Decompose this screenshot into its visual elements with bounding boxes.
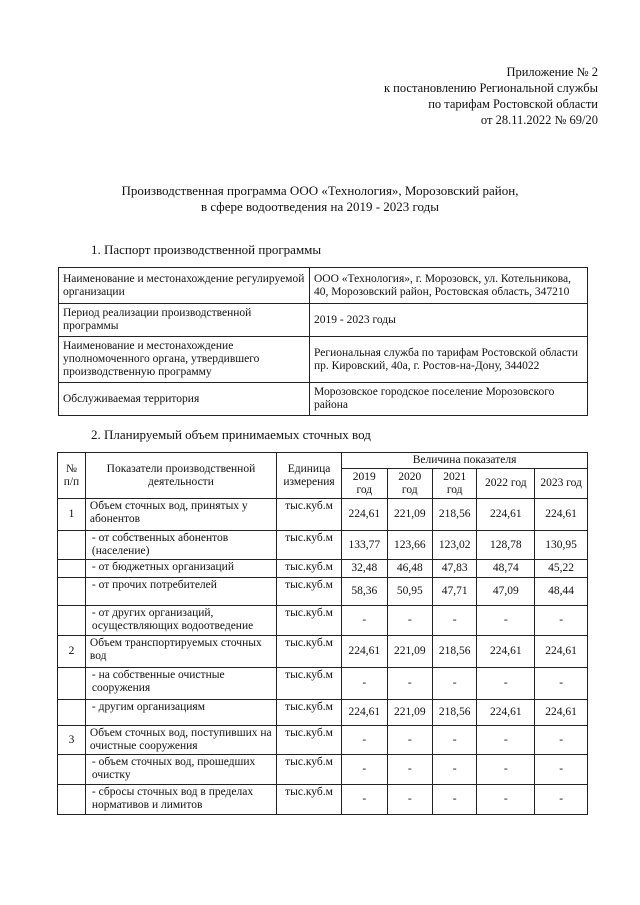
row-indicator-name: Объем сточных вод, поступивших на очистные сооружения — [85, 726, 276, 755]
passport-row — [59, 304, 588, 337]
row-value: 224,61 — [535, 499, 588, 531]
passport-row — [59, 383, 588, 416]
row-unit: тыс.куб.м — [277, 578, 342, 606]
row-value: 224,61 — [477, 700, 535, 726]
row-value: - — [535, 606, 588, 636]
document-title — [0, 183, 640, 215]
row-value: 32,48 — [342, 560, 387, 578]
row-value: 46,48 — [387, 560, 432, 578]
row-indicator-name: - другим организациям — [85, 700, 276, 726]
passport-label: Обслуживаемая территория — [59, 383, 310, 416]
year-header: 2022 год — [477, 469, 535, 499]
table-row — [58, 700, 588, 726]
appendix-header — [384, 64, 598, 128]
row-value: 221,09 — [387, 499, 432, 531]
row-unit: тыс.куб.м — [277, 668, 342, 700]
col-name-header: Показатели производственной деятельности — [85, 453, 276, 499]
row-unit: тыс.куб.м — [277, 636, 342, 668]
table-row — [58, 668, 588, 700]
passport-row — [59, 337, 588, 383]
row-value: - — [477, 755, 535, 785]
row-indicator-name: - объем сточных вод, прошедших очистку — [85, 755, 276, 785]
row-value: 224,61 — [477, 636, 535, 668]
row-value: - — [342, 668, 387, 700]
row-value: 47,09 — [477, 578, 535, 606]
row-value: 224,61 — [342, 499, 387, 531]
row-value: 218,56 — [432, 636, 476, 668]
table-row — [58, 636, 588, 668]
passport-address: пр. Кировский, 40а, г. Ростов-на-Дону, 344022 — [314, 359, 540, 372]
row-value: - — [477, 668, 535, 700]
row-value: - — [387, 755, 432, 785]
row-value: - — [342, 606, 387, 636]
row-value: 128,78 — [477, 531, 535, 560]
row-value: - — [432, 606, 476, 636]
row-value: - — [342, 785, 387, 815]
passport-value-cell — [310, 337, 588, 383]
row-value: 218,56 — [432, 499, 476, 531]
row-value: 58,36 — [342, 578, 387, 606]
row-value: - — [535, 785, 588, 815]
row-indicator-name: - от других организаций, осуществляющих водоотведение — [85, 606, 276, 636]
row-value: - — [432, 668, 476, 700]
appendix-number: Приложение № 2 — [506, 65, 598, 79]
table-row — [58, 560, 588, 578]
passport-label: Наименование и местонахождение уполномоченного органа, утвердившего производственную программу — [59, 337, 310, 383]
row-value: - — [387, 668, 432, 700]
row-value: - — [387, 606, 432, 636]
table-row — [58, 606, 588, 636]
row-value: - — [342, 726, 387, 755]
row-value: 123,02 — [432, 531, 476, 560]
passport-row — [59, 268, 588, 304]
passport-label: Наименование и местонахождение регулируемой организации — [59, 268, 310, 304]
row-value: 47,71 — [432, 578, 476, 606]
row-indicator-name: - от бюджетных организаций — [85, 560, 276, 578]
row-indicator-name: Объем сточных вод, принятых у абонентов — [85, 499, 276, 531]
row-number: 2 — [58, 636, 86, 668]
row-number: 3 — [58, 726, 86, 755]
row-value: 218,56 — [432, 700, 476, 726]
section-passport-title: 1. Паспорт производственной программы — [91, 242, 322, 257]
row-unit: тыс.куб.м — [277, 700, 342, 726]
table-row — [58, 531, 588, 560]
row-value: - — [535, 668, 588, 700]
table-row — [58, 499, 588, 531]
passport-value: Региональная служба по тарифам Ростовской области — [314, 346, 579, 359]
row-unit: тыс.куб.м — [277, 606, 342, 636]
year-header: 2019 год — [342, 469, 387, 499]
col-num-header: № п/п — [58, 453, 86, 499]
passport-label: Период реализации производственной программы — [59, 304, 310, 337]
row-unit: тыс.куб.м — [277, 499, 342, 531]
row-value: 224,61 — [535, 700, 588, 726]
row-indicator-name: Объем транспортируемых сточных вод — [85, 636, 276, 668]
row-indicator-name: - сбросы сточных вод в пределах нормативов и лимитов — [85, 785, 276, 815]
row-value: 221,09 — [387, 700, 432, 726]
row-number — [58, 755, 86, 785]
row-value: - — [477, 726, 535, 755]
year-header: 2020 год — [387, 469, 432, 499]
section-volume-title: 2. Планируемый объем принимаемых сточных вод — [91, 427, 371, 442]
row-number — [58, 785, 86, 815]
row-value: 221,09 — [387, 636, 432, 668]
row-value: 224,61 — [342, 700, 387, 726]
row-value: 50,95 — [387, 578, 432, 606]
row-unit: тыс.куб.м — [277, 755, 342, 785]
row-value: 224,61 — [477, 499, 535, 531]
table-row — [58, 726, 588, 755]
row-value: 47,83 — [432, 560, 476, 578]
row-number — [58, 606, 86, 636]
row-value: 48,74 — [477, 560, 535, 578]
row-value: - — [432, 785, 476, 815]
passport-value: ООО «Технология», г. Морозовск, ул. Котельникова, 40, Морозовский район, Ростовская область, 347210 — [310, 268, 588, 304]
row-value: - — [342, 755, 387, 785]
table-row — [58, 785, 588, 815]
row-value: 224,61 — [535, 636, 588, 668]
volume-table — [57, 452, 588, 815]
year-header: 2023 год — [535, 469, 588, 499]
row-number — [58, 531, 86, 560]
row-value: - — [432, 726, 476, 755]
row-indicator-name: - на собственные очистные сооружения — [85, 668, 276, 700]
row-number — [58, 578, 86, 606]
appendix-date-line: от 28.11.2022 № 69/20 — [480, 113, 598, 127]
row-value: - — [477, 606, 535, 636]
row-indicator-name: - от прочих потребителей — [85, 578, 276, 606]
row-value: - — [535, 726, 588, 755]
row-indicator-name: - от собственных абонентов (население) — [85, 531, 276, 560]
row-value: - — [387, 785, 432, 815]
row-unit: тыс.куб.м — [277, 531, 342, 560]
col-value-header: Величина показателя — [342, 453, 588, 469]
table-header-row — [58, 453, 588, 469]
appendix-agency-line: по тарифам Ростовской области — [428, 97, 598, 111]
row-unit: тыс.куб.м — [277, 560, 342, 578]
row-number — [58, 700, 86, 726]
row-value: 45,22 — [535, 560, 588, 578]
row-value: 224,61 — [342, 636, 387, 668]
row-number — [58, 668, 86, 700]
row-value: - — [432, 755, 476, 785]
row-value: 48,44 — [535, 578, 588, 606]
row-value: 133,77 — [342, 531, 387, 560]
row-value: - — [387, 726, 432, 755]
passport-value: 2019 - 2023 годы — [310, 304, 588, 337]
table-row — [58, 578, 588, 606]
row-number: 1 — [58, 499, 86, 531]
table-row — [58, 755, 588, 785]
col-unit-header: Единица измерения — [277, 453, 342, 499]
row-number — [58, 560, 86, 578]
appendix-resolution-line: к постановлению Региональной службы — [383, 81, 598, 95]
document-title-line2: в сфере водоотведения на 2019 - 2023 годы — [200, 199, 440, 214]
row-value: 130,95 — [535, 531, 588, 560]
year-header: 2021 год — [432, 469, 476, 499]
row-value: 123,66 — [387, 531, 432, 560]
passport-table — [58, 267, 588, 416]
document-title-line1: Производственная программа ООО «Технология», Морозовский район, — [121, 183, 519, 198]
passport-value: Морозовское городское поселение Морозовского района — [310, 383, 588, 416]
row-unit: тыс.куб.м — [277, 726, 342, 755]
row-value: - — [477, 785, 535, 815]
row-value: - — [535, 755, 588, 785]
row-unit: тыс.куб.м — [277, 785, 342, 815]
